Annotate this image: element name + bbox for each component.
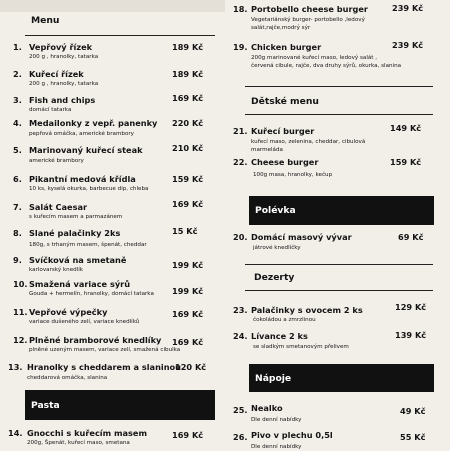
item-name: Lívance 2 ks <box>251 331 308 341</box>
item-price: 169 Kč <box>172 93 204 103</box>
item-name: Kuřecí řízek <box>29 69 84 79</box>
item-description: kuřecí maso, zelenina, cheddar, cibulová <box>251 139 366 145</box>
item-price: 129 Kč <box>395 302 427 312</box>
item-name: Gnocchi s kuřecím masem <box>27 428 148 438</box>
item-number: 2. <box>13 69 22 79</box>
item-description: čokoládou a zmrzlinou <box>253 317 316 323</box>
item-name: Vepřový řízek <box>29 42 93 52</box>
item-price: 169 Kč <box>172 199 204 209</box>
item-number: 9. <box>13 255 22 265</box>
item-price: 169 Kč <box>172 337 204 347</box>
item-price: 69 Kč <box>398 232 424 242</box>
top-band <box>0 0 225 12</box>
item-number: 14. <box>8 428 23 438</box>
section-drinks-header: Nápoje <box>249 364 434 392</box>
item-number: 19. <box>233 42 248 52</box>
item-description: játrové knedlíčky <box>253 245 301 251</box>
item-name: Chicken burger <box>251 42 322 52</box>
item-number: 20. <box>233 232 248 242</box>
item-name: Nealko <box>251 403 283 413</box>
item-description: 100g masa, hranolky, kečup <box>253 172 333 178</box>
item-price: 120 Kč <box>175 362 207 372</box>
item-number: 12. <box>13 335 28 345</box>
item-description: variace dušeného zelí, variace knedlíků <box>29 319 140 325</box>
item-name: Kuřecí burger <box>251 126 315 136</box>
item-number: 22. <box>233 157 248 167</box>
item-name: Hranolky s cheddarem a slaninou <box>27 362 181 372</box>
item-name: Smažená variace sýrů <box>29 279 131 289</box>
item-description: plněné uzeným masem, variace zelí, smažená cibulka <box>29 347 181 353</box>
item-price: 199 Kč <box>172 260 204 270</box>
item-price: 220 Kč <box>172 118 204 128</box>
item-description: cheddarová omáčka, slanina <box>27 375 108 381</box>
item-price: 15 Kč <box>172 226 198 236</box>
item-number: 8. <box>13 228 22 238</box>
item-price: 169 Kč <box>172 309 204 319</box>
section-menu-heading: Menu <box>31 15 60 26</box>
left-column <box>0 0 225 450</box>
section-kids-heading: Dětské menu <box>251 96 319 107</box>
item-price: 189 Kč <box>172 69 204 79</box>
item-name: Palačinky s ovocem 2 ks <box>251 305 363 315</box>
item-description: 200g, Špenát, kuřecí maso, smetana <box>27 440 130 446</box>
item-description: 180g, s trhaným masem, špenát, cheddar <box>29 242 147 248</box>
item-description: s kuřecím masem a parmazánem <box>29 214 123 220</box>
item-description: marmeláda <box>251 147 283 153</box>
item-price: 149 Kč <box>390 123 422 133</box>
item-number: 11. <box>13 307 28 317</box>
item-price: 159 Kč <box>390 157 422 167</box>
item-name: Fish and chips <box>29 95 96 105</box>
item-description: 10 ks, kyselá okurka, barbecue dip, chleba <box>29 186 149 192</box>
divider <box>245 264 433 265</box>
item-price: 239 Kč <box>392 3 424 13</box>
item-price: 189 Kč <box>172 42 204 52</box>
item-name: Salát Caesar <box>29 202 88 212</box>
item-number: 6. <box>13 174 22 184</box>
item-description: karlovarský knedlík <box>29 267 84 273</box>
item-number: 24. <box>233 331 248 341</box>
item-name: Marinovaný kuřecí steak <box>29 145 143 155</box>
item-description: salát,rajče,modrý sýr <box>251 25 311 31</box>
section-soup-header: Polévka <box>249 196 434 225</box>
item-description: americké brambory <box>29 158 84 164</box>
item-description: domácí tatarka <box>29 107 72 113</box>
item-price: 199 Kč <box>172 286 204 296</box>
item-description: 200 g , hranolky, tatarka <box>29 81 99 87</box>
item-description: se sladkým smetanovým přelivem <box>253 344 349 350</box>
item-number: 4. <box>13 118 22 128</box>
item-number: 5. <box>13 145 22 155</box>
item-name: Plněné bramborové knedlíky <box>29 335 162 345</box>
item-price: 169 Kč <box>172 430 204 440</box>
item-number: 1. <box>13 42 22 52</box>
item-description: červená cibule, rajče, dva druhy sýrů, okurka, slanina <box>251 63 402 69</box>
item-description: Dle denní nabídky <box>251 417 302 423</box>
item-description: Gouda + hermelín, hranolky, domácí tatarka <box>29 291 154 297</box>
item-number: 7. <box>13 202 22 212</box>
item-number: 23. <box>233 305 248 315</box>
item-name: Domácí masový vývar <box>251 232 352 242</box>
item-number: 3. <box>13 95 22 105</box>
item-price: 139 Kč <box>395 330 427 340</box>
section-pasta-header: Pasta <box>25 390 215 420</box>
item-number: 21. <box>233 126 248 136</box>
section-desserts-heading: Dezerty <box>254 272 295 283</box>
item-description: Dle denní nabídky <box>251 444 302 450</box>
item-price: 239 Kč <box>392 40 424 50</box>
divider <box>245 86 433 87</box>
item-name: Pikantní medová křídla <box>29 174 136 184</box>
item-description: 200 g , hranolky, tatarka <box>29 54 99 60</box>
item-description: 200g marinované kuřecí maso, ledový salát , <box>251 55 378 61</box>
item-number: 26. <box>233 432 248 442</box>
item-name: Pivo v plechu 0,5l <box>251 430 333 440</box>
divider <box>245 114 433 115</box>
right-column <box>225 0 450 450</box>
item-number: 25. <box>233 405 248 415</box>
item-number: 18. <box>233 4 248 14</box>
item-name: Svíčková na smetaně <box>29 255 127 265</box>
item-name: Slané palačinky 2ks <box>29 228 121 238</box>
item-number: 10. <box>13 279 28 289</box>
item-name: Vepřové výpečky <box>29 307 108 317</box>
item-description: Vegetariánský burger- portobello ,ledový <box>251 17 365 23</box>
item-description: pepřová omáčka, americké brambory <box>29 131 134 137</box>
divider <box>245 290 433 291</box>
item-price: 159 Kč <box>172 174 204 184</box>
divider <box>25 35 215 36</box>
item-name: Cheese burger <box>251 157 319 167</box>
item-price: 55 Kč <box>400 432 426 442</box>
item-price: 210 Kč <box>172 143 204 153</box>
item-name: Portobello cheese burger <box>251 4 368 14</box>
item-price: 49 Kč <box>400 406 426 416</box>
item-name: Medailonky z vepř. panenky <box>29 118 158 128</box>
item-number: 13. <box>8 362 23 372</box>
